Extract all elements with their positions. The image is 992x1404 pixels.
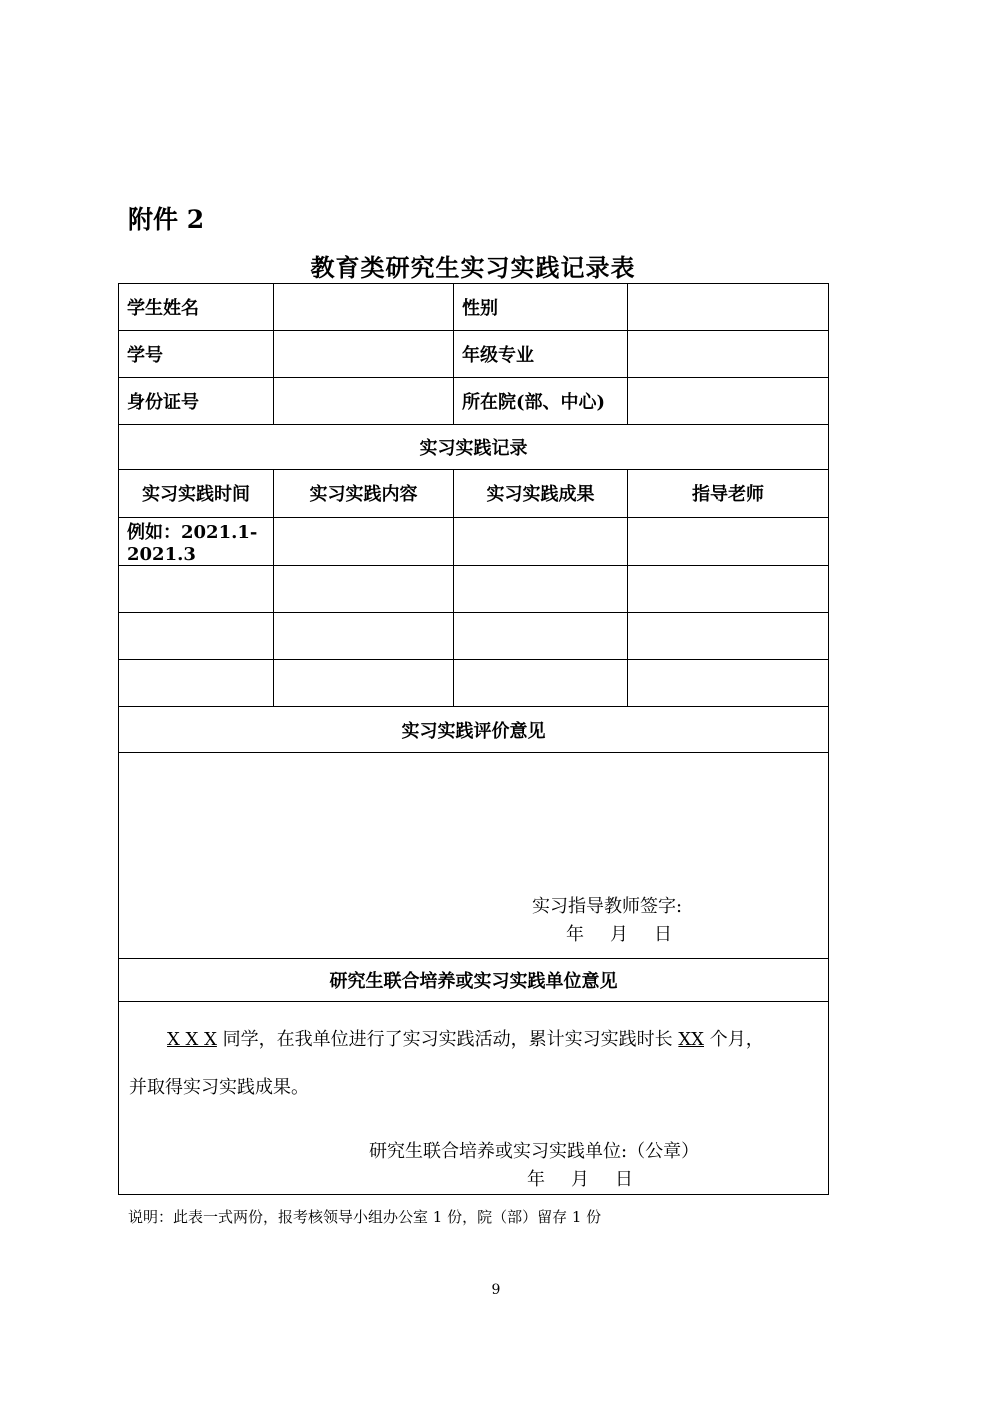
date-day: 日 xyxy=(615,1169,633,1191)
record-section-heading: 实习实践记录 xyxy=(119,425,829,469)
table-cell[interactable] xyxy=(628,517,829,565)
gender-field[interactable] xyxy=(628,284,829,331)
cert-text-3: 并取得实习实践成果。 xyxy=(129,1077,309,1099)
date-year: 年 xyxy=(566,924,584,946)
unit-date xyxy=(369,1166,699,1194)
table-row xyxy=(119,378,829,425)
table-cell[interactable] xyxy=(454,660,628,707)
table-row xyxy=(119,959,829,1002)
table-cell[interactable] xyxy=(119,660,274,707)
grade-major-label: 年级专业 xyxy=(454,331,628,378)
table-cell[interactable] xyxy=(119,613,274,660)
column-header-result: 实习实践成果 xyxy=(454,469,628,517)
example-time-cell[interactable]: 例如：2021.1-2021.3 xyxy=(119,517,274,565)
cert-text-1: 同学，在我单位进行了实习实践活动，累计实习实践时长 xyxy=(222,1029,673,1051)
id-card-label: 身份证号 xyxy=(119,378,274,425)
unit-signature-block xyxy=(369,1138,699,1194)
advisor-signature-label: 实习指导教师签字: xyxy=(532,896,683,918)
table-cell[interactable] xyxy=(274,613,454,660)
table-cell[interactable] xyxy=(628,565,829,612)
student-id-field[interactable] xyxy=(274,331,454,378)
table-cell[interactable] xyxy=(119,565,274,612)
table-row xyxy=(119,753,829,959)
date-day: 日 xyxy=(654,924,672,946)
cert-text-2: 个月， xyxy=(709,1029,764,1051)
unit-signature-label: 研究生联合培养或实习实践单位:（公章） xyxy=(369,1141,700,1163)
table-row xyxy=(119,613,829,660)
advisor-date xyxy=(532,921,698,949)
college-field[interactable] xyxy=(628,378,829,425)
table-cell[interactable] xyxy=(274,660,454,707)
evaluation-comment-area[interactable] xyxy=(119,753,829,959)
table-cell[interactable] xyxy=(628,613,829,660)
table-cell[interactable] xyxy=(628,660,829,707)
id-card-field[interactable] xyxy=(274,378,454,425)
duration-placeholder[interactable]: XX xyxy=(678,1029,704,1051)
form-title: 教育类研究生实习实践记录表 xyxy=(310,253,636,282)
unit-section-heading: 研究生联合培养或实习实践单位意见 xyxy=(119,959,829,1002)
advisor-signature-block xyxy=(532,893,698,949)
table-row xyxy=(119,1002,829,1195)
student-name-label: 学生姓名 xyxy=(119,284,274,331)
table-cell[interactable] xyxy=(454,565,628,612)
unit-comment-area[interactable] xyxy=(119,1002,829,1195)
column-header-content: 实习实践内容 xyxy=(274,469,454,517)
date-month: 月 xyxy=(571,1169,589,1191)
evaluation-section-heading: 实习实践评价意见 xyxy=(119,707,829,753)
table-row xyxy=(119,425,829,469)
unit-certification-text xyxy=(129,1016,818,1112)
form-note: 说明：此表一式两份，报考核领导小组办公室 1 份，院（部）留存 1 份 xyxy=(128,1208,602,1226)
grade-major-field[interactable] xyxy=(628,331,829,378)
table-cell[interactable] xyxy=(454,517,628,565)
table-row xyxy=(119,565,829,612)
student-placeholder[interactable]: X X X xyxy=(167,1029,217,1051)
table-header-row xyxy=(119,469,829,517)
table-row xyxy=(119,284,829,331)
date-month: 月 xyxy=(610,924,628,946)
table-row xyxy=(119,660,829,707)
date-year: 年 xyxy=(527,1169,545,1191)
student-id-label: 学号 xyxy=(119,331,274,378)
table-cell[interactable] xyxy=(454,613,628,660)
table-row xyxy=(119,707,829,753)
annex-label: 附件 2 xyxy=(128,205,205,234)
table-row xyxy=(119,331,829,378)
gender-label: 性别 xyxy=(454,284,628,331)
table-row xyxy=(119,517,829,565)
column-header-time: 实习实践时间 xyxy=(119,469,274,517)
table-cell[interactable] xyxy=(274,517,454,565)
column-header-advisor: 指导老师 xyxy=(628,469,829,517)
record-form-table xyxy=(118,283,829,1195)
table-cell[interactable] xyxy=(274,565,454,612)
page-number: 9 xyxy=(491,1282,501,1298)
student-name-field[interactable] xyxy=(274,284,454,331)
college-label: 所在院(部、中心) xyxy=(454,378,628,425)
